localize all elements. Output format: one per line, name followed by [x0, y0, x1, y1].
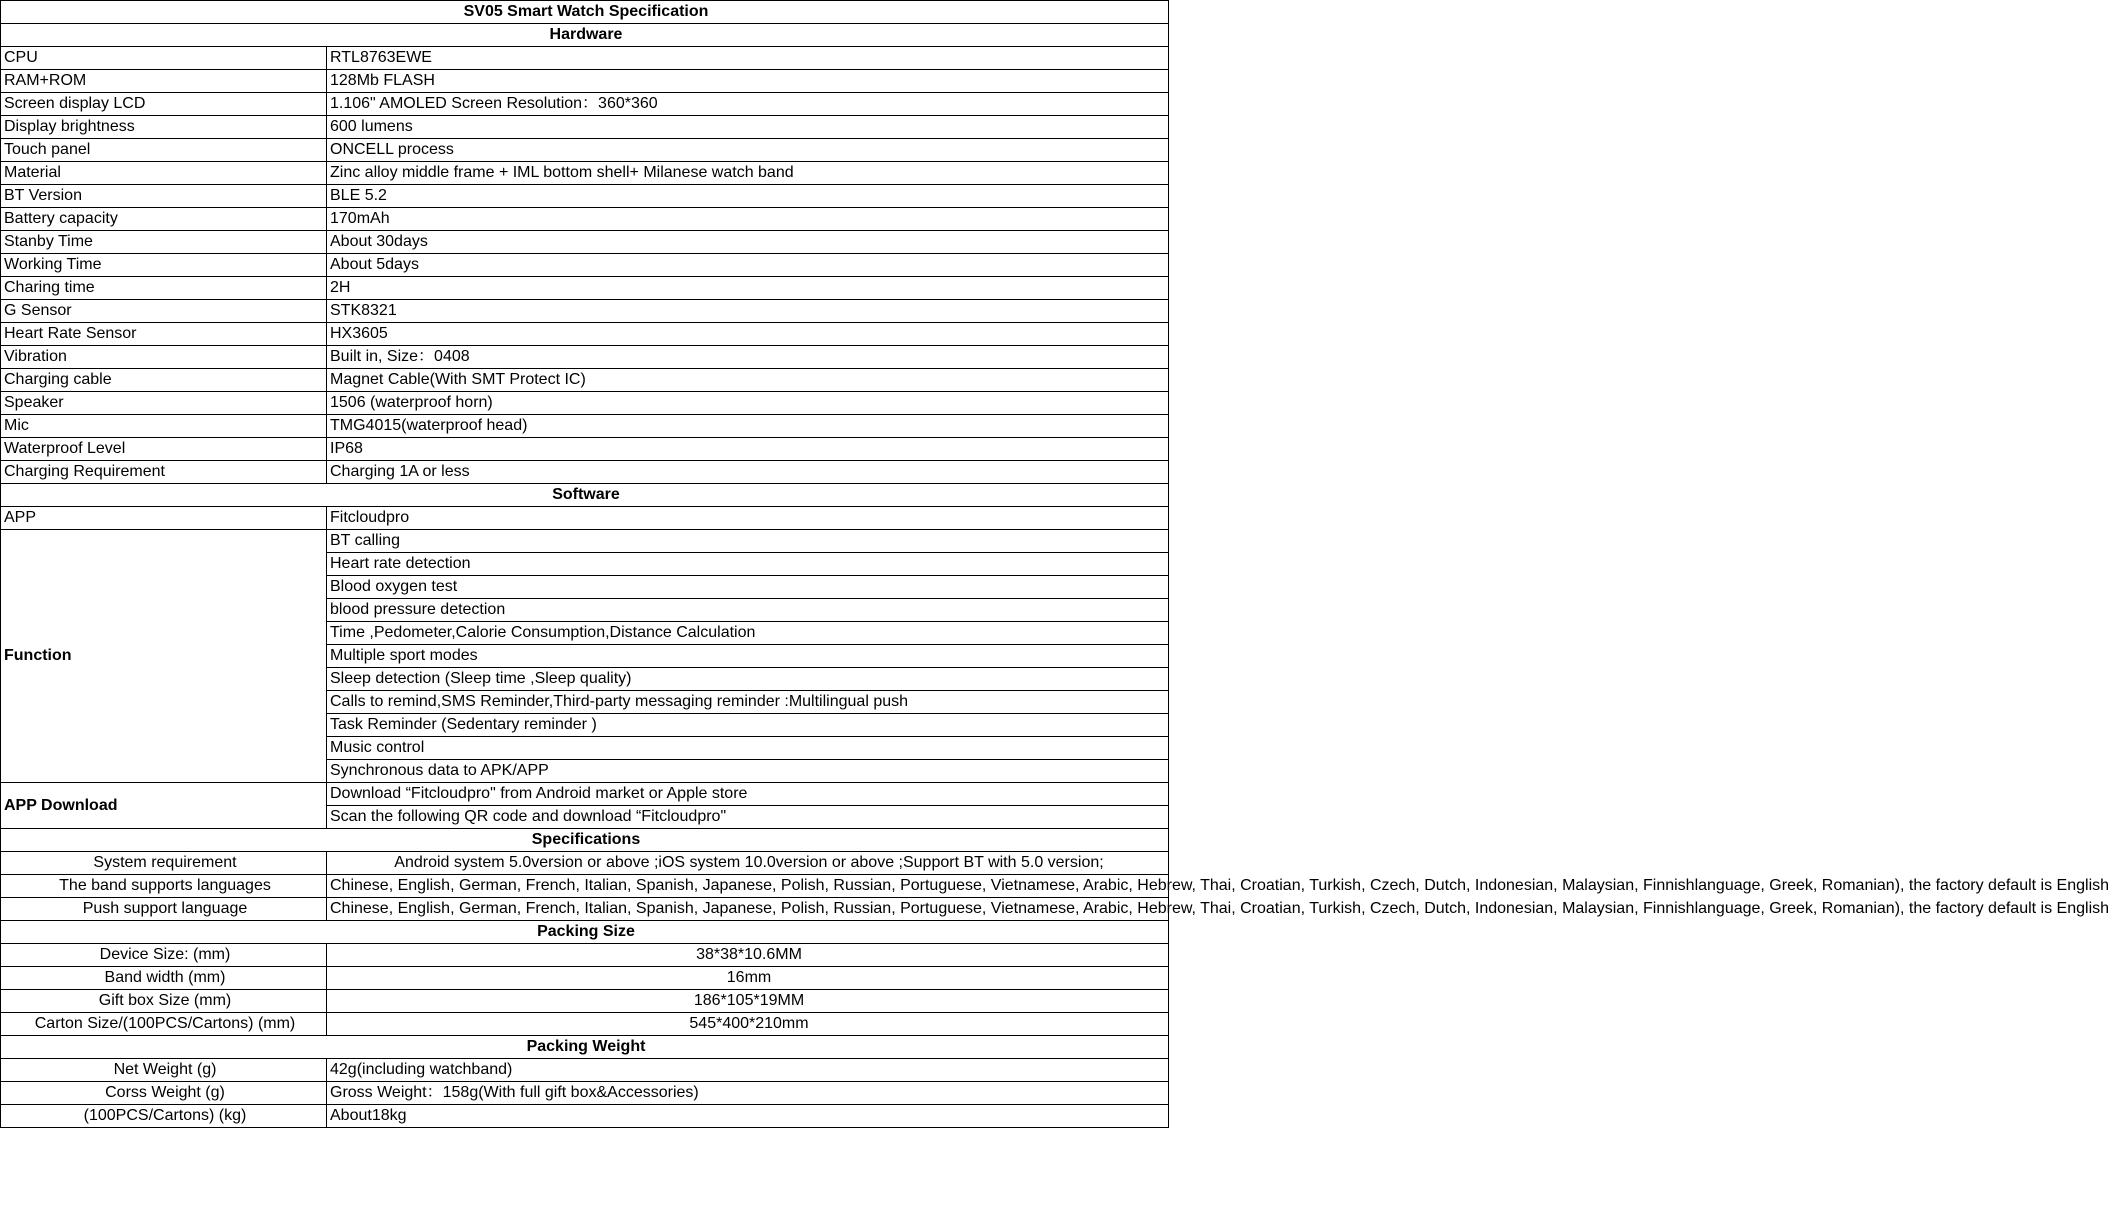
push-language-label: Push support language [1, 898, 327, 921]
hardware-label: Speaker [1, 392, 327, 415]
hardware-value: 1506 (waterproof horn) [327, 392, 1169, 415]
hardware-label: CPU [1, 47, 327, 70]
function-label: Function [1, 530, 327, 783]
app-value: Fitcloudpro [327, 507, 1169, 530]
function-item: Synchronous data to APK/APP [327, 760, 1169, 783]
packing_size-row [1, 1013, 1169, 1036]
languages-row [1, 875, 1169, 898]
function-item: Sleep detection (Sleep time ,Sleep quality) [327, 668, 1169, 691]
hardware-value: RTL8763EWE [327, 47, 1169, 70]
packing_weight-value: 42g(including watchband) [327, 1059, 1169, 1082]
hardware-row [1, 323, 1169, 346]
function-item: Heart rate detection [327, 553, 1169, 576]
hardware-value: BLE 5.2 [327, 185, 1169, 208]
hardware-label: Stanby Time [1, 231, 327, 254]
hardware-label: Display brightness [1, 116, 327, 139]
app-label: APP [1, 507, 327, 530]
packing_weight-value: Gross Weight：158g(With full gift box&Accessories) [327, 1082, 1169, 1105]
hardware-row [1, 139, 1169, 162]
hardware-value: Charging 1A or less [327, 461, 1169, 484]
packing_weight-row [1, 1105, 1169, 1128]
hardware-label: Touch panel [1, 139, 327, 162]
packing_weight-row [1, 1082, 1169, 1105]
packing_size-row [1, 990, 1169, 1013]
hardware-label: Vibration [1, 346, 327, 369]
hardware-label: Working Time [1, 254, 327, 277]
hardware-label: Mic [1, 415, 327, 438]
function-item: Calls to remind,SMS Reminder,Third-party messaging reminder :Multilingual push [327, 691, 1169, 714]
packing_weight-value: About18kg [327, 1105, 1169, 1128]
hardware-value: TMG4015(waterproof head) [327, 415, 1169, 438]
hardware-value: About 5days [327, 254, 1169, 277]
hardware-value: 600 lumens [327, 116, 1169, 139]
hardware-value: 128Mb FLASH [327, 70, 1169, 93]
download-line: Scan the following QR code and download “Fitcloudpro" [327, 806, 1169, 829]
hardware-row [1, 254, 1169, 277]
packing_weight-label: Corss Weight (g) [1, 1082, 327, 1105]
hardware-row [1, 162, 1169, 185]
hardware-row [1, 70, 1169, 93]
specifications-heading-row [1, 829, 1169, 852]
hardware-label: BT Version [1, 185, 327, 208]
system-requirement-value: Android system 5.0version or above ;iOS system 10.0version or above ;Support BT with 5.0 version; [327, 852, 1169, 875]
hardware-row [1, 231, 1169, 254]
packing_size-row [1, 967, 1169, 990]
hardware-row [1, 116, 1169, 139]
hardware-row [1, 461, 1169, 484]
hardware-value: STK8321 [327, 300, 1169, 323]
hardware-row [1, 369, 1169, 392]
function-item: Music control [327, 737, 1169, 760]
hardware-label: Charging Requirement [1, 461, 327, 484]
hardware-row [1, 438, 1169, 461]
packing_size-label: Carton Size/(100PCS/Cartons) (mm) [1, 1013, 327, 1036]
hardware-value: About 30days [327, 231, 1169, 254]
packing_size-value: 16mm [327, 967, 1169, 990]
packing-size-heading: Packing Size [1, 921, 1169, 944]
hardware-label: Charing time [1, 277, 327, 300]
system-requirement-label: System requirement [1, 852, 327, 875]
languages-label: The band supports languages [1, 875, 327, 898]
function-item: Task Reminder (Sedentary reminder ) [327, 714, 1169, 737]
packing_size-label: Band width (mm) [1, 967, 327, 990]
software-app-row [1, 507, 1169, 530]
function-item: Multiple sport modes [327, 645, 1169, 668]
hardware-row [1, 93, 1169, 116]
packing_size-label: Device Size: (mm) [1, 944, 327, 967]
packing_size-value: 545*400*210mm [327, 1013, 1169, 1036]
hardware-label: RAM+ROM [1, 70, 327, 93]
document-title: SV05 Smart Watch Specification [1, 1, 1169, 24]
function-item: blood pressure detection [327, 599, 1169, 622]
hardware-value: Built in, Size：0408 [327, 346, 1169, 369]
spec-body [1, 1, 2109, 1128]
hardware-label: Screen display LCD [1, 93, 327, 116]
hardware-heading-row [1, 24, 1169, 47]
hardware-row [1, 47, 1169, 70]
hardware-row [1, 392, 1169, 415]
hardware-heading: Hardware [1, 24, 1169, 47]
function-item: BT calling [327, 530, 1169, 553]
packing_size-value: 186*105*19MM [327, 990, 1169, 1013]
hardware-row [1, 208, 1169, 231]
packing_weight-row [1, 1059, 1169, 1082]
hardware-label: Heart Rate Sensor [1, 323, 327, 346]
hardware-row [1, 185, 1169, 208]
hardware-label: Waterproof Level [1, 438, 327, 461]
hardware-value: 1.106" AMOLED Screen Resolution：360*360 [327, 93, 1169, 116]
specifications-heading: Specifications [1, 829, 1169, 852]
packing_size-label: Gift box Size (mm) [1, 990, 327, 1013]
push-language-row [1, 898, 1169, 921]
hardware-label: Material [1, 162, 327, 185]
hardware-label: G Sensor [1, 300, 327, 323]
software-heading-row [1, 484, 1169, 507]
title-row [1, 1, 1169, 24]
app-download-label: APP Download [1, 783, 327, 829]
hardware-row [1, 277, 1169, 300]
hardware-value: HX3605 [327, 323, 1169, 346]
hardware-value: IP68 [327, 438, 1169, 461]
hardware-value: ONCELL process [327, 139, 1169, 162]
packing_size-value: 38*38*10.6MM [327, 944, 1169, 967]
download-row [1, 783, 1169, 806]
system-requirement-row [1, 852, 1169, 875]
packing-weight-heading-row [1, 1036, 1169, 1059]
hardware-value: 170mAh [327, 208, 1169, 231]
hardware-value: Magnet Cable(With SMT Protect IC) [327, 369, 1169, 392]
hardware-value: Zinc alloy middle frame + IML bottom shell+ Milanese watch band [327, 162, 1169, 185]
languages-value: Chinese, English, German, French, Italian, Spanish, Japanese, Polish, Russian, Portuguese, Vietnamese, Arabic, Hebrew, Thai, Croatian, Turkish, Czech, Dutch, Indonesian, Malaysian, Finnishlanguage, Greek, Romanian), the factory default is English [327, 875, 1169, 898]
function-item: Blood oxygen test [327, 576, 1169, 599]
hardware-value: 2H [327, 277, 1169, 300]
function-row [1, 530, 1169, 553]
hardware-row [1, 300, 1169, 323]
download-line: Download “Fitcloudpro" from Android market or Apple store [327, 783, 1169, 806]
packing-weight-heading: Packing Weight [1, 1036, 1169, 1059]
hardware-label: Battery capacity [1, 208, 327, 231]
hardware-label: Charging cable [1, 369, 327, 392]
hardware-row [1, 346, 1169, 369]
packing_weight-label: (100PCS/Cartons) (kg) [1, 1105, 327, 1128]
hardware-row [1, 415, 1169, 438]
push-language-value: Chinese, English, German, French, Italian, Spanish, Japanese, Polish, Russian, Portuguese, Vietnamese, Arabic, Hebrew, Thai, Croatian, Turkish, Czech, Dutch, Indonesian, Malaysian, Finnishlanguage, Greek, Romanian), the factory default is English [327, 898, 1169, 921]
packing-size-heading-row [1, 921, 1169, 944]
packing_size-row [1, 944, 1169, 967]
software-heading: Software [1, 484, 1169, 507]
function-item: Time ,Pedometer,Calorie Consumption,Distance Calculation [327, 622, 1169, 645]
packing_weight-label: Net Weight (g) [1, 1059, 327, 1082]
